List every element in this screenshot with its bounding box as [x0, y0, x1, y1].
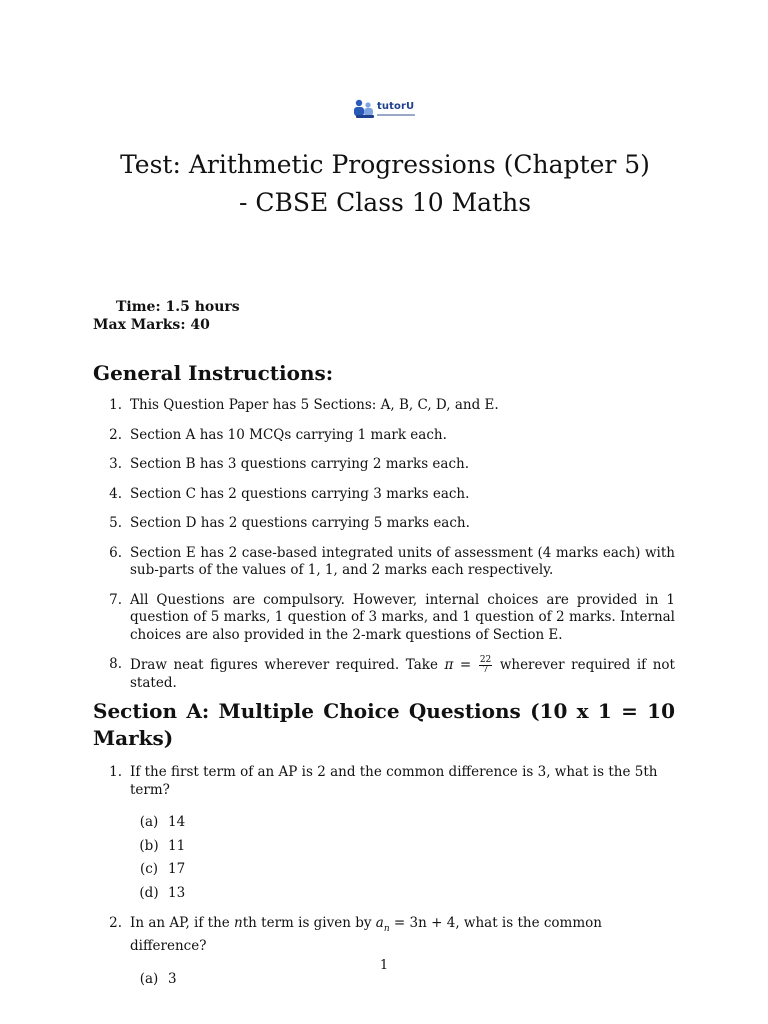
question-number: 1.: [109, 764, 122, 780]
instruction-number: 3.: [109, 456, 122, 472]
option-label: (a): [139, 814, 159, 830]
instruction-item: [93, 427, 675, 445]
exam-meta: [93, 298, 240, 334]
option-value: 11: [168, 837, 186, 854]
instruction-number: 7.: [109, 591, 122, 608]
instruction-text: Section E has 2 case-based integrated units of assessment (4 marks each) with sub-parts of the values of 1, 1, and 2 marks each respectively.: [130, 544, 675, 578]
instruction-text-pre: Draw neat figures wherever required. Take: [130, 657, 445, 673]
instruction-number: 4.: [109, 485, 122, 502]
instruction-item: [93, 592, 675, 645]
option-label: (a): [139, 970, 159, 987]
question-text-post: , what is the common difference?: [130, 915, 602, 955]
question-text: If the first term of an AP is 2 and the common difference is 3, what is the 5th term?: [130, 764, 658, 798]
instruction-text: Section D has 2 questions carrying 5 marks each.: [130, 515, 470, 531]
fraction-22-over-7: [479, 656, 492, 675]
title-line-2: - CBSE Class 10 Maths: [238, 188, 532, 217]
logo-underline: [377, 114, 415, 116]
instruction-number: 8.: [109, 656, 122, 672]
instruction-item: [93, 656, 675, 693]
fraction-denominator: 7: [482, 665, 489, 675]
time-label: Time: 1.5 hours: [116, 299, 240, 315]
question-number: 2.: [109, 915, 122, 931]
option-value: 3: [168, 970, 177, 987]
option-label: (c): [139, 861, 159, 877]
formula-text: = 3n + 4: [389, 915, 456, 931]
option-value: 14: [168, 814, 186, 830]
instructions-list: [93, 397, 675, 705]
variable-n: n: [234, 915, 243, 931]
option-value: 17: [168, 861, 186, 877]
instruction-text: Section A has 10 MCQs carrying 1 mark each.: [130, 426, 447, 443]
option-value: 13: [168, 884, 186, 901]
section-a-heading: Section A: Multiple Choice Questions (10 x 1 = 10 Marks): [93, 699, 675, 750]
question-text-pre: In an AP, if the: [130, 915, 235, 931]
instruction-text: Section C has 2 questions carrying 3 marks each.: [130, 485, 470, 502]
instruction-item: [93, 456, 675, 474]
question-text-mid: th term is given by: [242, 915, 376, 931]
instruction-text-post: wherever required if not stated.: [130, 657, 675, 691]
instruction-text: All Questions are compulsory. However, internal choices are provided in 1 question of 5 marks, 1 question of 3 marks, and 1 question of 2 marks. Internal choices are also provided in the 2-mark questions of Section E.: [130, 591, 675, 643]
max-marks-label: Max Marks: 40: [93, 317, 210, 333]
option-item: [136, 811, 675, 835]
page-title: [90, 146, 680, 222]
option-item: [136, 835, 675, 859]
subscript-n: n: [383, 923, 390, 934]
logo-people-icon: [350, 96, 378, 122]
variable-a: a: [375, 915, 384, 931]
option-label: (b): [139, 837, 159, 854]
page-number: 1: [379, 958, 389, 973]
question-item: [93, 764, 675, 905]
instruction-item: [93, 545, 675, 580]
instruction-item: [93, 515, 675, 533]
title-line-1: Test: Arithmetic Progressions (Chapter 5): [120, 150, 650, 179]
question-item: [93, 915, 675, 991]
options-list: [130, 811, 675, 905]
pi-symbol: π: [444, 657, 454, 673]
instruction-number: 6.: [109, 544, 122, 561]
general-instructions-heading: General Instructions:: [93, 361, 334, 385]
option-item: [136, 882, 675, 906]
instruction-number: 5.: [109, 515, 122, 531]
instruction-text: Section B has 3 questions carrying 2 marks each.: [130, 456, 470, 472]
instruction-item: [93, 397, 675, 415]
instruction-number: 2.: [109, 426, 122, 443]
instruction-text: This Question Paper has 5 Sections: A, B, C, D, and E.: [130, 397, 499, 413]
equals-sign: =: [453, 657, 478, 673]
tutoru-logo: [350, 96, 420, 122]
instruction-number: 1.: [109, 397, 122, 413]
option-item: [136, 858, 675, 882]
logo-text: tutorU: [377, 101, 415, 112]
instruction-item: [93, 486, 675, 504]
option-label: (d): [139, 884, 159, 901]
fraction-numerator: 22: [479, 655, 492, 665]
